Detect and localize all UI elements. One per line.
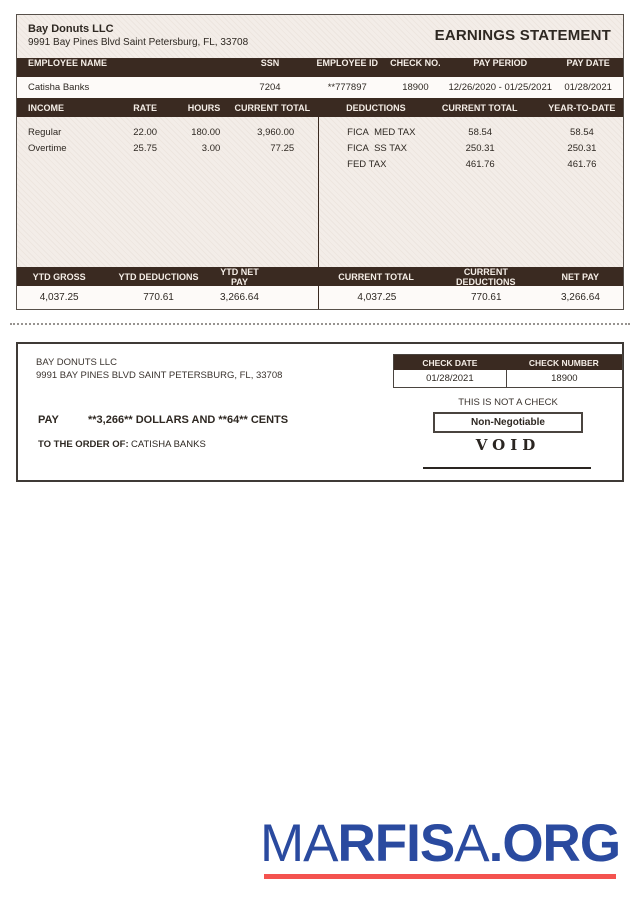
deduction-row-fica-med: [319, 124, 623, 140]
employee-id-header: EMPLOYEE ID: [316, 58, 378, 68]
income-rate: 22.00: [133, 126, 158, 138]
current-deductions-value: 770.61: [470, 292, 502, 303]
net-pay-value: 3,266.64: [560, 292, 600, 303]
current-total-header: CURRENT TOTAL: [234, 102, 311, 113]
income-rate: 25.75: [133, 142, 158, 154]
income-deductions-body: [17, 117, 623, 267]
earnings-statement: [16, 14, 624, 310]
company-name: Bay Donuts LLC: [28, 23, 114, 35]
logo-underline: [264, 874, 616, 879]
rate-header: RATE: [133, 102, 158, 113]
pay-date-header: PAY DATE: [566, 58, 610, 68]
pay-period-header: PAY PERIOD: [473, 58, 528, 68]
net-pay-header: NET PAY: [561, 271, 600, 282]
income-current-total: 3,960.00: [257, 126, 295, 138]
void-stamp: VOID: [475, 436, 541, 454]
marfisa-logo-text: [260, 816, 620, 872]
deduction-row-fed-tax: [319, 156, 623, 172]
ssn-header: SSN: [260, 58, 280, 68]
tear-line-separator: [10, 323, 630, 325]
year-to-date-header: YEAR-TO-DATE: [548, 102, 616, 113]
check-number-label: CHECK NUMBER: [528, 357, 599, 368]
to-the-order-of-label: TO THE ORDER OF:: [38, 439, 129, 450]
deduction-label: FICA MED TAX: [347, 126, 416, 138]
logo-segment: RFIS: [337, 814, 455, 873]
signature-line: [423, 467, 591, 469]
statement-header: [17, 15, 623, 58]
logo-segment: .ORG: [488, 814, 621, 873]
ytd-net-pay-header: YTD NET PAY: [220, 266, 259, 287]
pay-label: PAY: [38, 414, 59, 426]
income-header: INCOME: [28, 102, 64, 113]
current-total-value: 4,037.25: [357, 292, 397, 303]
deduction-ytd: 58.54: [570, 126, 594, 138]
not-a-check-label: THIS IS NOT A CHECK: [458, 397, 558, 408]
deduction-ytd: 461.76: [567, 158, 597, 170]
income-hours: 3.00: [201, 142, 221, 154]
pay-amount-words: **3,266** DOLLARS AND **64** CENTS: [88, 414, 289, 426]
deduction-label: FICA SS TAX: [347, 142, 408, 154]
non-negotiable-stamp: Non-Negotiable: [433, 412, 583, 433]
deduction-current: 58.54: [468, 126, 493, 138]
income-hours: 180.00: [191, 126, 221, 138]
employee-name-header: EMPLOYEE NAME: [28, 58, 108, 68]
logo-segment: A: [454, 814, 489, 873]
company-address: 9991 Bay Pines Blvd Saint Petersburg, FL, 33708: [28, 37, 249, 48]
pay-period-value: 12/26/2020 - 01/25/2021: [448, 82, 553, 93]
deduction-current: 250.31: [465, 142, 495, 154]
logo-segment: MA: [260, 814, 338, 873]
company-block: [28, 22, 248, 58]
check-date-value: 01/28/2021: [426, 373, 474, 384]
check-date-table: [393, 354, 623, 388]
marfisa-logo: [260, 816, 620, 879]
totals-values-row: [17, 286, 623, 309]
check-date-label: CHECK DATE: [422, 357, 478, 368]
deduction-current: 461.76: [465, 158, 495, 170]
check-no-header: CHECK NO.: [390, 58, 441, 68]
deduction-label: FED TAX: [347, 158, 387, 170]
deduction-row-fica-ss: [319, 140, 623, 156]
income-current-total: 77.25: [270, 142, 295, 154]
employee-name-value: Catisha Banks: [28, 82, 90, 93]
pay-date-value: 01/28/2021: [564, 82, 612, 93]
employee-header-row: [17, 58, 623, 77]
ytd-gross-value: 4,037.25: [39, 292, 79, 303]
hours-header: HOURS: [187, 102, 221, 113]
income-deductions-header-row: [17, 98, 623, 117]
income-row-overtime: [17, 140, 318, 156]
check-no-value: 18900: [402, 82, 429, 93]
ytd-deductions-header: YTD DEDUCTIONS: [118, 271, 199, 282]
check-section: [16, 342, 624, 482]
deductions-header: DEDUCTIONS: [346, 102, 406, 113]
income-label: Regular: [28, 126, 62, 138]
deduction-ytd: 250.31: [567, 142, 597, 154]
check-company-name: BAY DONUTS LLC: [36, 357, 117, 368]
check-company-block: [36, 356, 282, 382]
ytd-net-pay-value: 3,266.64: [219, 292, 259, 303]
income-row-regular: [17, 124, 318, 140]
ytd-gross-header: YTD GROSS: [32, 271, 86, 282]
statement-title: EARNINGS STATEMENT: [434, 27, 611, 44]
ytd-deductions-value: 770.61: [143, 292, 174, 303]
totals-header-row: [17, 267, 623, 286]
current-total-header: CURRENT TOTAL: [338, 271, 414, 282]
income-label: Overtime: [28, 142, 67, 154]
ssn-value: 7204: [259, 82, 281, 93]
deductions-current-total-header: CURRENT TOTAL: [441, 102, 518, 113]
employee-id-value: **777897: [327, 82, 367, 93]
check-number-value: 18900: [506, 370, 622, 387]
check-company-address: 9991 BAY PINES BLVD SAINT PETERSBURG, FL, 33708: [36, 370, 283, 381]
payee-name: CATISHA BANKS: [131, 439, 206, 450]
employee-data-row: [17, 77, 623, 98]
current-deductions-header: CURRENT DEDUCTIONS: [456, 266, 516, 287]
